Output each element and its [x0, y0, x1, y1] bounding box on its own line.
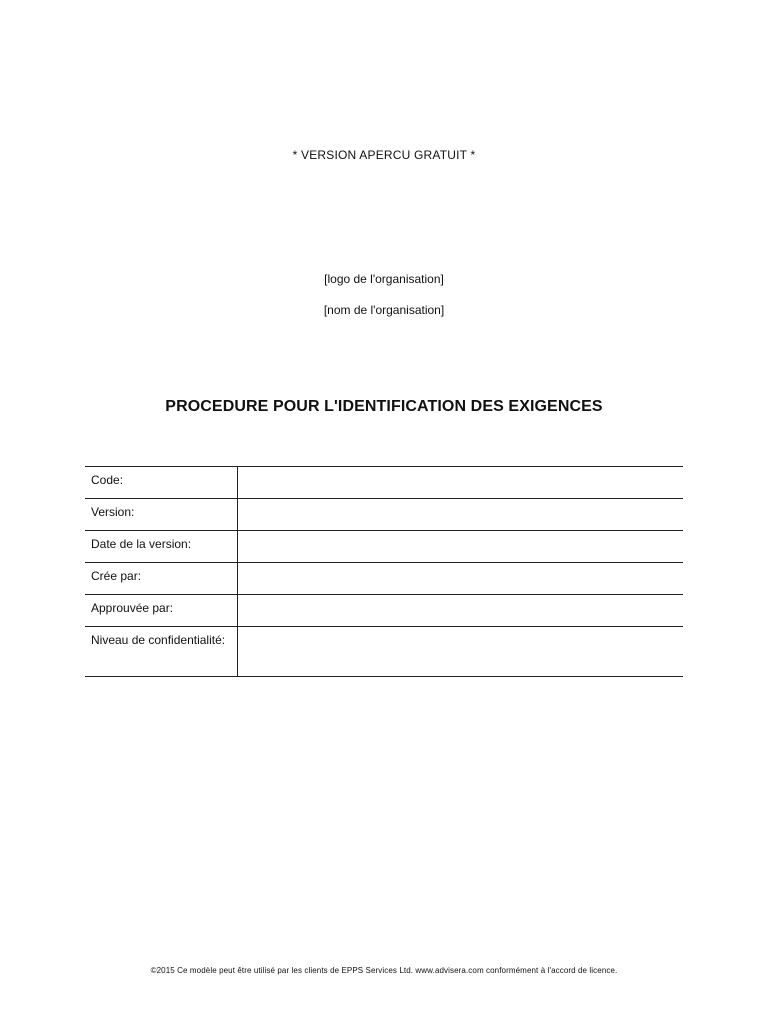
- organization-logo-placeholder: [logo de l'organisation]: [324, 272, 444, 286]
- metadata-value-confidentiality: [238, 627, 684, 677]
- metadata-label-created-by: Crée par:: [85, 563, 238, 595]
- metadata-label-code: Code:: [85, 467, 238, 499]
- metadata-value-version-date: [238, 531, 684, 563]
- metadata-value-created-by: [238, 563, 684, 595]
- table-row-version-date: [85, 531, 683, 563]
- table-row-version: [85, 499, 683, 531]
- metadata-label-version: Version:: [85, 499, 238, 531]
- table-row-approved-by: [85, 595, 683, 627]
- metadata-value-code: [238, 467, 684, 499]
- document-title: PROCEDURE POUR L'IDENTIFICATION DES EXIGENCES: [165, 398, 603, 415]
- organization-name-placeholder: [nom de l'organisation]: [323, 303, 445, 317]
- table-row-confidentiality: [85, 627, 683, 677]
- metadata-label-version-date: Date de la version:: [85, 531, 238, 563]
- preview-watermark: * VERSION APERCU GRATUIT *: [292, 148, 476, 162]
- metadata-value-version: [238, 499, 684, 531]
- metadata-label-confidentiality: Niveau de confidentialité:: [85, 627, 238, 677]
- metadata-label-approved-by: Approuvée par:: [85, 595, 238, 627]
- metadata-value-approved-by: [238, 595, 684, 627]
- document-metadata-table: [85, 466, 683, 677]
- table-row-created-by: [85, 563, 683, 595]
- table-row-code: [85, 467, 683, 499]
- copyright-footer: ©2015 Ce modèle peut être utilisé par les clients de EPPS Services Ltd. www.advisera.com conformément à l'accord de licence.: [150, 966, 618, 975]
